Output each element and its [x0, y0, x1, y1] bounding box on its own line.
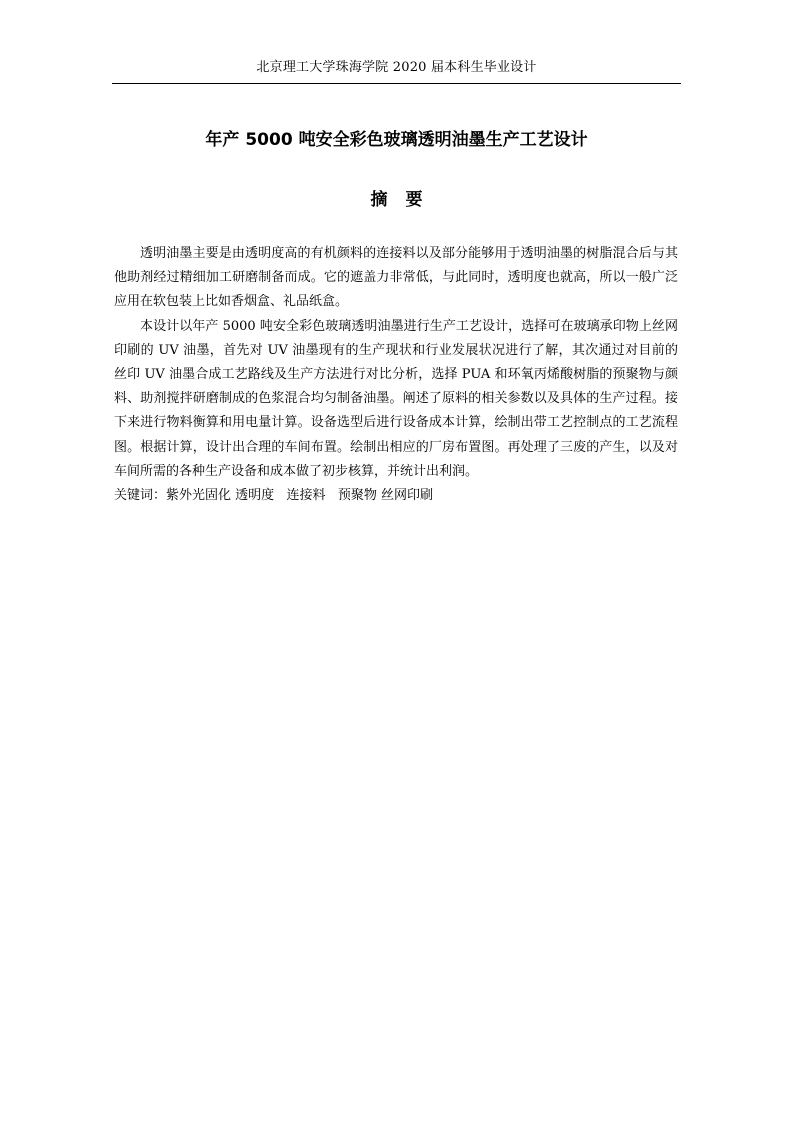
abstract-heading: 摘要 [370, 190, 441, 210]
abstract-paragraph-1: 透明油墨主要是由透明度高的有机颜料的连接料以及部分能够用于透明油墨的树脂混合后与其他助剂经过精细加工研磨制备而成。它的遮盖力非常低，与此同时，透明度也就高，所以一般广泛应用在软包装上比如香烟盒、礼品纸盒。 [114, 246, 678, 310]
keywords-line: 关键词：紫外光固化 透明度 连接料 预聚物 丝网印刷 [114, 488, 434, 504]
abstract-body [114, 242, 678, 508]
running-header: 北京理工大学珠海学院 2020 届本科生毕业设计 [256, 60, 537, 75]
abstract-paragraph-2: 本设计以年产 5000 吨安全彩色玻璃透明油墨进行生产工艺设计，选择可在玻璃承印物上丝网印刷的 UV 油墨，首先对 UV 油墨现有的生产现状和行业发展状况进行了解，其次通过对目前的丝印 UV 油墨合成工艺路线及生产方法进行对比分析，选择 PUA 和环氧丙烯酸树脂的预聚物与颜料、助剂搅拌研磨制成的色浆混合均匀制备油墨。阐述了原料的相关参数以及具体的生产过程。接下来进行物料衡算和用电量计算。设备选型后进行设备成本计算，绘制出带工艺控制点的工艺流程图。根据计算，设计出合理的车间布置。绘制出相应的厂房布置图。再处理了三废的产生，以及对车间所需的各种生产设备和成本做了初步核算，并统计出利润。 [114, 318, 678, 479]
header-divider [112, 83, 681, 84]
document-title: 年产 5000 吨安全彩色玻璃透明油墨生产工艺设计 [205, 130, 588, 150]
